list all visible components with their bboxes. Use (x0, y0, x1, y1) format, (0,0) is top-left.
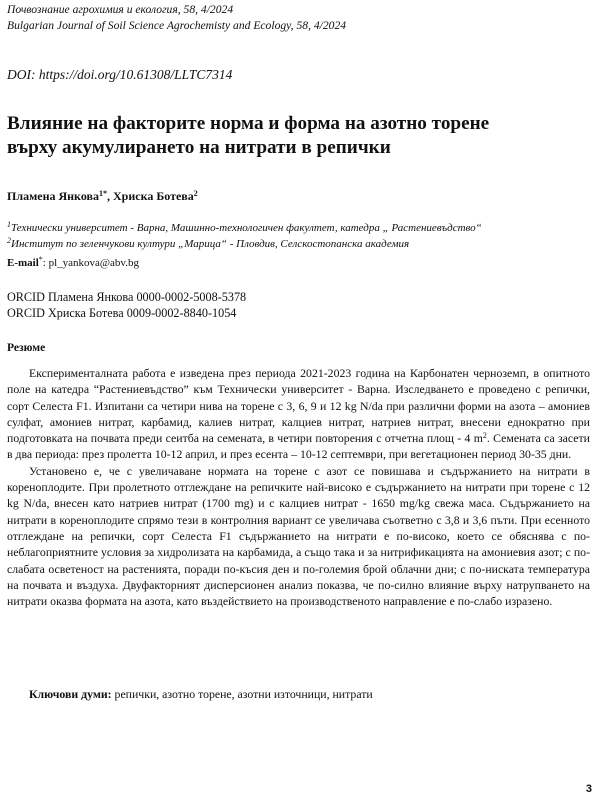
author-1: Пламена Янкова (7, 189, 99, 203)
author-1-affiliation-mark: 1* (99, 189, 107, 198)
affiliation-1-mark: 1 (7, 220, 11, 229)
page-number: 3 (585, 783, 592, 795)
journal-header-bg: Почвознание агрохимия и екология, 58, 4/2024 (7, 3, 234, 16)
orcid-author-1[interactable]: ORCID Пламена Янкова 0000-0002-5008-5378 (7, 290, 247, 304)
orcid-block (7, 289, 246, 321)
contact-email (7, 255, 139, 271)
author-2: Хриска Ботева (113, 189, 194, 203)
author-separator: , (107, 189, 113, 203)
email-label: E-mail (7, 257, 39, 269)
keywords-list: репички, азотно торене, азотни източници, нитрати (111, 687, 373, 701)
abstract-p1-text-a: Експерименталната работа е изведена през периода 2021-2023 година на Карбонатен черноземп, в опитното поле на катедра “Растениевъдство” към Технически университет - Варна. Изследването е проведено с репички, сорт Селеста F1. Изпитани са четири нива на торене с 3, 6, 9 и 12 kg N/da при различни форми на азота – амониев сулфат, амониев нитрат, карбамид, калиев нитрат, калциев нитрат, натриев нитрат, внесени еднократно при подготовката на почвата преди сеитба на семената, в четири повторения с отчетна площ - 4 m (7, 366, 590, 446)
email-address[interactable]: : pl_yankova@abv.bg (42, 257, 139, 269)
author-2-affiliation-mark: 2 (193, 189, 198, 198)
keywords (29, 687, 373, 702)
affiliations (7, 220, 482, 252)
paper-title-line-2: върху акумулирането на нитрати в репички (7, 137, 391, 158)
abstract-p1-superscript: 2 (482, 431, 487, 441)
doi-link[interactable]: DOI: https://doi.org/10.61308/LLTC7314 (7, 67, 233, 82)
author-list (7, 189, 198, 204)
journal-header-en: Bulgarian Journal of Soil Science Agrochemisty and Ecology, 58, 4/2024 (7, 19, 347, 32)
journal-header (7, 2, 346, 34)
abstract-body (7, 365, 590, 609)
affiliation-2-text: Институт по зеленчукови култури „Марица“ - Пловдив, Селскостопанска академия (11, 238, 410, 250)
abstract-heading: Резюме (7, 342, 46, 354)
paper-title-line-1: Влияние на факторите норма и форма на азотно торене (7, 113, 490, 134)
paper-title (7, 112, 587, 160)
orcid-author-2[interactable]: ORCID Хриска Ботева 0009-0002-8840-1054 (7, 306, 237, 320)
abstract-paragraph-2: Установено е, че с увеличаване нормата на торене с азот се повишава и съдържанието на нитрати в кореноплодите. При пролетното отглеждане на репичките най-високо е съдържанието на нитрати при торене с 12 kg N/da, внесен като натриев нитрат (1700 mg) и с калциев нитрат - 1650 mg/kg свежа маса. Съдържанието на нитрати в кореноплодите спрямо тези в контролния вариант се увеличава съответно с 3,8 и 3,6 пъти. При есенното отглеждане на репички, сорт Селеста F1 съдържанието на нитрати е по-високо, което се обяснява с по-неблагоприятните условия за хидролизата на карбамида, а също така и за нитрификацията на амониевия азот; с по-слабата осветеност на растенията, поради по-късия ден и по-големия брой облачни дни; с по-ниската температура на почвата и въздуха. Двуфакторният дисперсионен анализ показва, че по-силно влияние върху натрупването на нитрати оказва формата на азота, като въздействието на производственото направление е по-слабо изразено. (7, 463, 590, 609)
affiliation-1-text: Технически университет - Варна, Машинно-технологичен факултет, катедра „ Растениевъдство“ (11, 222, 482, 234)
abstract-p1-text-b: . Семената са засети в два периода: през пролетта 10-12 април, и през есента – 10-12 септември, при вегетационен период 30-35 дни. (7, 431, 590, 462)
email-label-mark: * (38, 255, 43, 264)
affiliation-1 (7, 220, 482, 236)
affiliation-2-mark: 2 (7, 236, 11, 245)
affiliation-2 (7, 236, 482, 252)
keywords-label: Ключови думи: (29, 687, 112, 701)
abstract-paragraph-1 (7, 365, 590, 463)
